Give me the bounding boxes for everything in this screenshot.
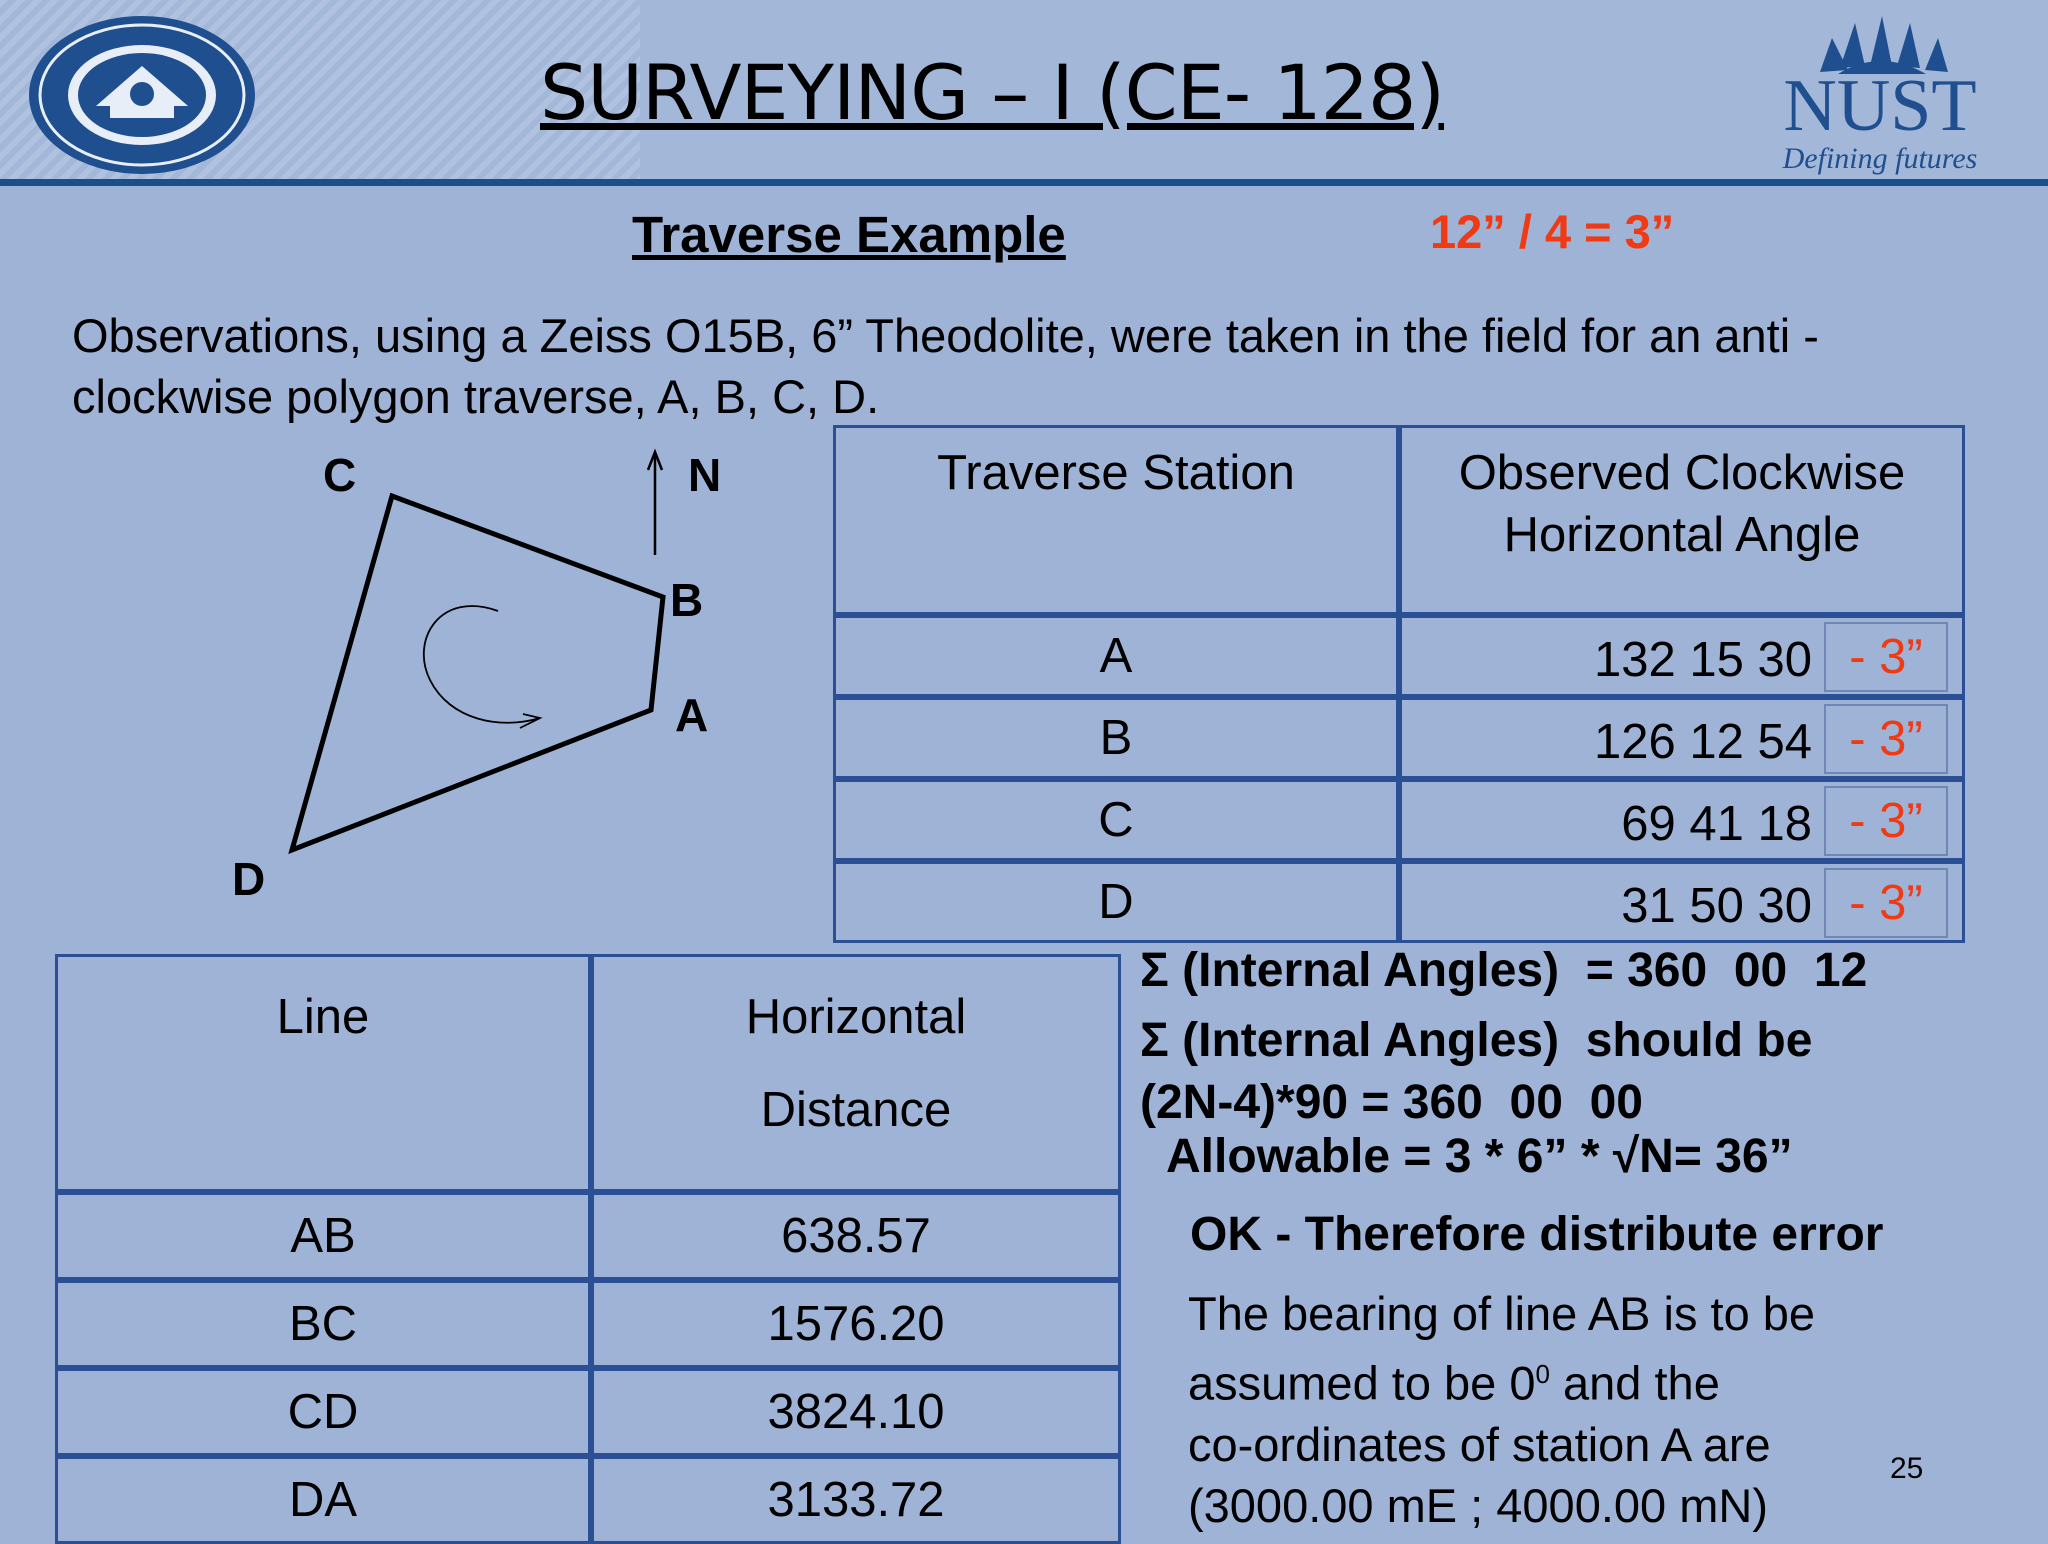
angle-cell — [1399, 615, 1965, 697]
table-row — [55, 1280, 1121, 1368]
sum-should-be: Σ (Internal Angles) should be — [1140, 1014, 1813, 1067]
station-cell: D — [833, 861, 1399, 943]
distance-cell: 638.57 — [591, 1192, 1121, 1280]
nust-logo — [1720, 8, 2040, 178]
allowable: Allowable = 3 * 6” * √N= 36” — [1166, 1130, 1793, 1183]
table-row — [833, 861, 1965, 943]
correction-calc: 12” / 4 = 3” — [1430, 205, 1675, 258]
angle-value: 132 15 30 — [1594, 633, 1812, 687]
svg-text:NUST: NUST — [1783, 65, 1977, 147]
bearing-line-3: co-ordinates of station A are — [1188, 1417, 1771, 1471]
table-header-row — [55, 954, 1121, 1192]
bearing-paragraph — [1188, 1283, 1815, 1536]
label-station-c: C — [323, 449, 357, 501]
header-horizontal-distance: Horizontal Distance — [591, 954, 1121, 1192]
line-cell: BC — [55, 1280, 591, 1368]
angle-correction: - 3” — [1824, 622, 1948, 692]
university-seal-icon — [26, 14, 258, 176]
table-row — [833, 779, 1965, 861]
label-north: N — [688, 449, 722, 501]
sum-internal-angles: Σ (Internal Angles) = 360 00 12 — [1140, 944, 1868, 997]
angle-correction: - 3” — [1824, 868, 1948, 938]
table-row — [833, 615, 1965, 697]
header-observed-angle: Observed Clockwise Horizontal Angle — [1399, 425, 1965, 615]
table-row — [55, 1456, 1121, 1544]
bearing-line-4: (3000.00 mE ; 4000.00 mN) — [1188, 1478, 1768, 1532]
line-cell: AB — [55, 1192, 591, 1280]
label-station-b: B — [670, 574, 704, 626]
formula: (2N-4)*90 = 360 00 00 — [1140, 1076, 1643, 1129]
page-title: SURVEYING – I (CE- 128) — [540, 48, 1445, 137]
distance-cell: 3824.10 — [591, 1368, 1121, 1456]
table-row — [55, 1368, 1121, 1456]
header-line: Line — [55, 954, 591, 1192]
station-cell: A — [833, 615, 1399, 697]
bearing-line-1: The bearing of line AB is to be — [1188, 1287, 1816, 1340]
angle-check-notes — [1140, 940, 1883, 1266]
table-row — [55, 1192, 1121, 1280]
distance-table — [55, 954, 1121, 1544]
station-cell: B — [833, 697, 1399, 779]
header-rule — [0, 179, 2048, 186]
table-row — [833, 697, 1965, 779]
table-header-row — [833, 425, 1965, 615]
angle-cell — [1399, 697, 1965, 779]
rotation-arc — [424, 606, 540, 723]
station-cell: C — [833, 779, 1399, 861]
angle-correction: - 3” — [1824, 786, 1948, 856]
distance-cell: 1576.20 — [591, 1280, 1121, 1368]
page-number: 25 — [1890, 1452, 1924, 1485]
ok-distribute: OK - Therefore distribute error — [1190, 1208, 1884, 1261]
header-traverse-station: Traverse Station — [833, 425, 1399, 615]
angle-cell — [1399, 861, 1965, 943]
line-cell: CD — [55, 1368, 591, 1456]
angle-cell — [1399, 779, 1965, 861]
line-cell: DA — [55, 1456, 591, 1544]
intro-paragraph: Observations, using a Zeiss O15B, 6” Theodolite, were taken in the field for an anti - clockwise polygon traverse, A, B, C, D. — [72, 309, 1819, 423]
angle-table — [833, 425, 1965, 943]
traverse-polygon — [292, 496, 663, 850]
distance-cell: 3133.72 — [591, 1456, 1121, 1544]
traverse-diagram — [200, 440, 760, 910]
slide-subtitle: Traverse Example — [632, 206, 1066, 263]
label-station-d: D — [232, 853, 266, 905]
svg-text:Defining futures: Defining futures — [1782, 142, 1978, 175]
bearing-line-2: assumed to be $0^0$ and the — [1188, 1356, 1720, 1410]
label-station-a: A — [675, 689, 709, 741]
angle-value: 69 41 18 — [1621, 797, 1812, 851]
angle-correction: - 3” — [1824, 704, 1948, 774]
angle-value: 31 50 30 — [1621, 879, 1812, 933]
angle-value: 126 12 54 — [1594, 715, 1812, 769]
